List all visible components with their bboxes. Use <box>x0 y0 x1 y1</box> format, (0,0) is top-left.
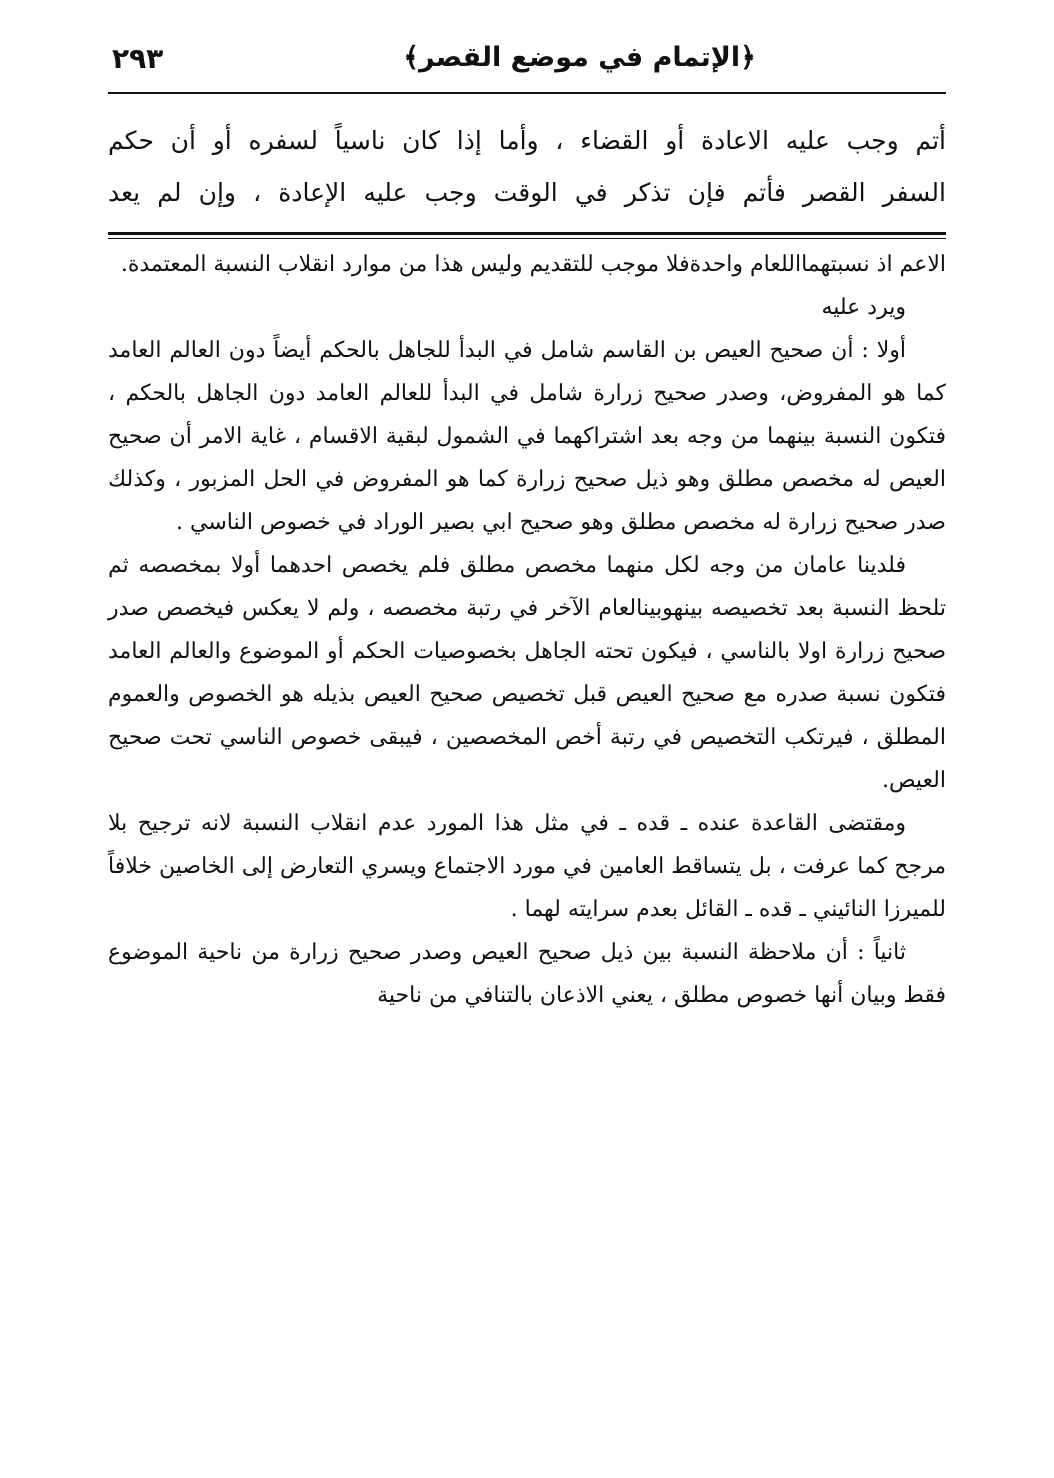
paragraph: أولا : أن صحيح العيص بن القاسم شامل في البدأ للجاهل بالحكم أيضاً دون العالم العامد كما هو المفروض، وصدر صحيح زرارة شامل في البدأ للعالم العامد دون الجاهل بالحكم ، فتكون النسبة بينهما من وجه بعد اشتراكهما في الشمول لبقية الاقسام ، غاية الامر أن صحيح العيص له مخصص مطلق وهو ذيل صحيح زرارة كما هو المفروض في الحل المزبور ، وكذلك صدر صحيح زرارة له مخصص مطلق وهو صحيح ابي بصير الوراد في خصوص الناسي . <box>108 338 946 535</box>
paragraph: ثانياً : أن ملاحظة النسبة بين ذيل صحيح العيص وصدر صحيح زرارة من ناحية الموضوع فقط وبيان أنها خصوص مطلق ، يعني الاذعان بالتنافي من ناحية <box>108 940 946 1008</box>
footnote-divider <box>108 232 946 235</box>
footnote-divider-thin <box>108 238 946 239</box>
main-text-line: أتم وجب عليه الاعادة أو القضاء ، وأما إذا كان ناسياً لسفره أو أن حكم <box>108 126 946 155</box>
page-number: ٢٩٣ <box>112 42 164 75</box>
paragraph: فلدينا عامان من وجه لكل منهما مخصص مطلق فلم يخصص احدهما أولا بمخصصه ثم تلحظ النسبة بعد تخصيصه بينهوبينالعام الآخر في رتبة مخصصه ، ولم لا يعكس فيخصص صدر صحيح زرارة اولا بالناسي ، فيكون تحته الجاهل بخصوصيات الحكم أو الموضوع والعالم العامد فتكون نسبة صدره مع صحيح العيص قبل تخصيص صحيح العيص بذيله هو الخصوص والعموم المطلق ، فيرتكب التخصيص في رتبة أخص المخصصين ، فيبقى خصوص الناسي تحت صحيح العيص. <box>108 553 946 793</box>
main-text-block <box>108 115 946 219</box>
footnote-text-block <box>108 243 946 1017</box>
paragraph: الاعم اذ نسبتهمااللعام واحدةفلا موجب للتقديم وليس هذا من موارد انقلاب النسبة المعتمدة. <box>120 252 946 277</box>
page-header <box>108 38 946 90</box>
header-divider <box>108 92 946 94</box>
paragraph: ومقتضى القاعدة عنده ـ قده ـ في مثل هذا المورد عدم انقلاب النسبة لانه ترجيح بلا مرجح كما عرفت ، بل يتساقط العامين في مورد الاجتماع ويسري التعارض إلى الخاصين خلافاً للميرزا النائيني ـ قده ـ القائل بعدم سرايته لهما . <box>108 811 946 922</box>
main-text-line: السفر القصر فأتم فإن تذكر في الوقت وجب عليه الإعادة ، وإن لم يعد <box>108 178 946 207</box>
running-title: ﴿الإتمام في موضع القصر﴾ <box>403 42 756 73</box>
section-heading: ويرد عليه <box>821 295 906 320</box>
